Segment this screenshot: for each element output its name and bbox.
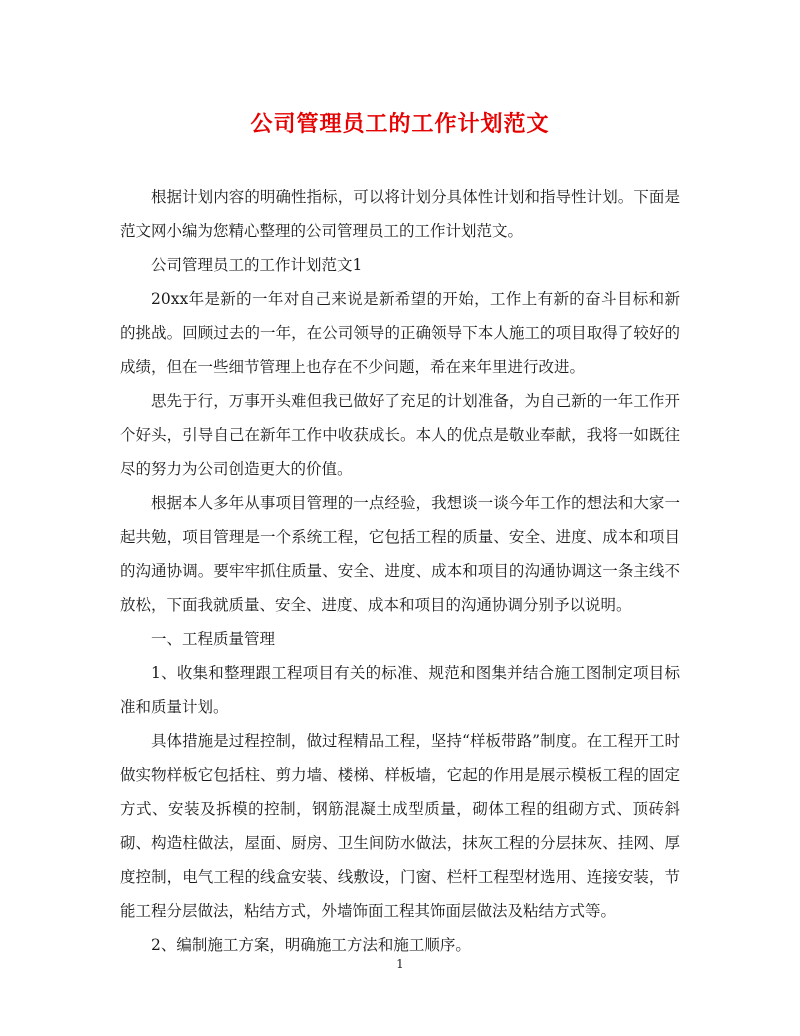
paragraph-subtitle: 公司管理员工的工作计划范文1 [151, 256, 363, 274]
paragraph-standards: 1、收集和整理跟工程项目有关的标准、规范和图集并结合施工图制定项目标准和质量计划。 [120, 664, 680, 716]
page-number: 1 [396, 957, 404, 971]
paragraph-measures: 具体措施是过程控制，做过程精品工程，坚持“样板带路”制度。在工程开工时做实物样板它包括柱、剪力墙、楼梯、样板墙，它起的作用是展示模板工程的固定方式、安装及拆模的控制，钢筋混凝土成型质量，砌体工程的组砌方式、顶砖斜砌、构造柱做法，屋面、厨房、卫生间防水做法，抹灰工程的分层抹灰、挂网、厚度控制，电气工程的线盒安装、线敷设，门窗、栏杆工程型材选用、连接安装，节能工程分层做法，粘结方式，外墙饰面工程其饰面层做法及粘结方式等。 [120, 732, 680, 920]
paragraph-review: 20xx年是新的一年对自己来说是新希望的开始，工作上有新的奋斗目标和新的挑战。回顾过去的一年，在公司领导的正确领导下本人施工的项目取得了较好的成绩，但在一些细节管理上也存在不少问题，希在来年里进行改进。 [120, 290, 680, 376]
paragraph-intro: 根据计划内容的明确性指标，可以将计划分具体性计划和指导性计划。下面是范文网小编为您精心整理的公司管理员工的工作计划范文。 [120, 188, 680, 240]
document-body [120, 180, 680, 962]
paragraph-plan: 思先于行，万事开头难但我已做好了充足的计划准备，为自己新的一年工作开个好头，引导自己在新年工作中收获成长。本人的优点是敬业奉献，我将一如既往尽的努力为公司创造更大的价值。 [120, 392, 680, 478]
paragraph-construction-plan: 2、编制施工方案，明确施工方法和施工顺序。 [151, 936, 471, 954]
document-title: 公司管理员工的工作计划范文 [250, 111, 550, 137]
paragraph-experience: 根据本人多年从事项目管理的一点经验，我想谈一谈今年工作的想法和大家一起共勉，项目管理是一个系统工程，它包括工程的质量、安全、进度、成本和项目的沟通协调。要牢牢抓住质量、安全、进度、成本和项目的沟通协调这一条主线不放松，下面我就质量、安全、进度、成本和项目的沟通协调分别予以说明。 [120, 494, 680, 614]
section-heading-quality: 一、工程质量管理 [151, 630, 276, 648]
